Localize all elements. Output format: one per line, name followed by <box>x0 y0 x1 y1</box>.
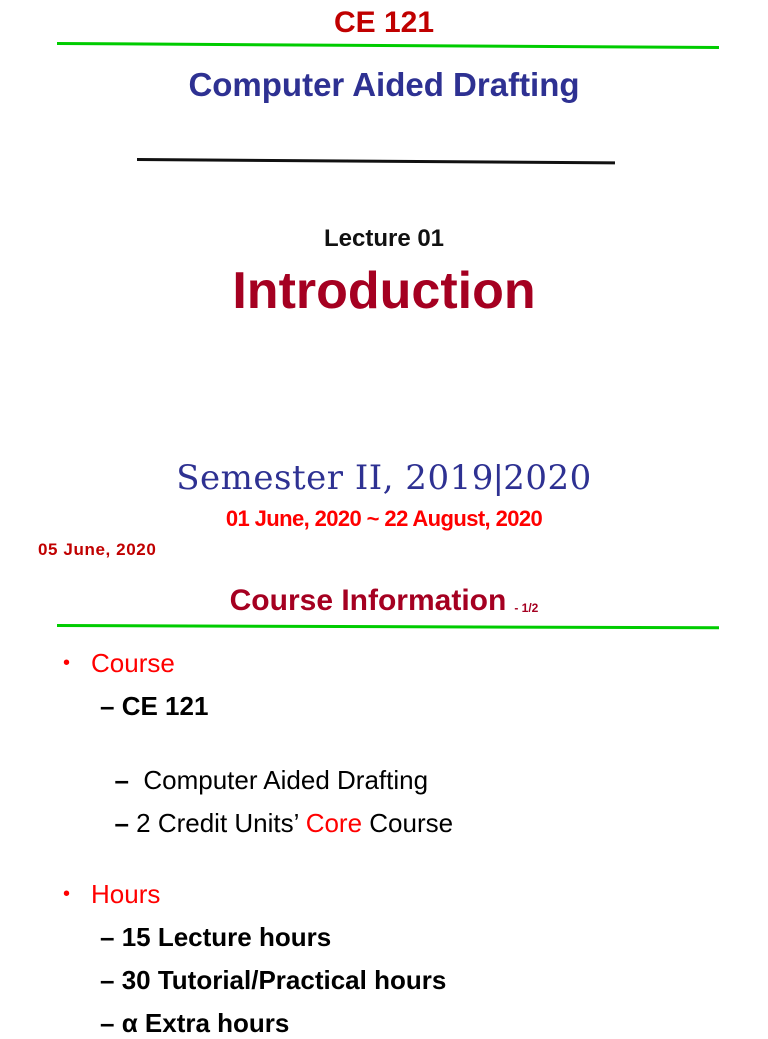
page-indicator: - 1/2 <box>514 601 539 615</box>
sub-item-text: α Extra hours <box>121 1008 290 1038</box>
sub-item-text: CE 121 <box>121 691 209 721</box>
sub-item-course-code <box>100 691 208 722</box>
sub-item-text: 30 Tutorial/Practical hours <box>121 965 447 995</box>
en-dash-icon: – <box>100 1008 122 1038</box>
semester-label <box>0 458 768 498</box>
bullet-dot-icon: • <box>63 652 71 674</box>
bullet-hours <box>63 879 160 910</box>
section-title-text: Course Information <box>229 584 507 617</box>
sub-item-text: Computer Aided Drafting <box>136 765 429 795</box>
semester-divider: | <box>493 459 504 497</box>
bullet-hours-label: Hours <box>91 879 161 909</box>
semester-text: Semester II, 2019|2020 <box>176 458 592 498</box>
sub-item-text: 15 Lecture hours <box>121 922 332 952</box>
course-title: Computer Aided Drafting <box>188 66 580 103</box>
slide-date: 05 June, 2020 <box>38 540 157 559</box>
en-dash-icon: – <box>114 808 137 838</box>
sub-item-lecture-hours <box>100 922 331 953</box>
credit-prefix: 2 Credit Units’ <box>136 808 306 838</box>
en-dash-icon: – <box>100 691 122 721</box>
lecture-number: Lecture 01 <box>323 225 445 252</box>
sub-item-credit-units <box>100 777 453 839</box>
semester-date-range: 01 June, 2020 ~ 22 August, 2020 <box>225 506 543 531</box>
en-dash-icon: – <box>100 965 122 995</box>
green-divider-section <box>57 624 719 629</box>
title-underline <box>137 158 615 164</box>
lecture-title: Introduction <box>232 262 536 320</box>
green-divider-top <box>57 42 719 49</box>
section-title <box>0 584 768 618</box>
credit-suffix: Course <box>362 808 454 838</box>
bullet-course <box>63 648 175 679</box>
sub-item-practical-hours <box>100 965 446 996</box>
bullet-dot-icon: • <box>63 883 71 905</box>
credit-highlight: Core <box>305 808 363 838</box>
slide-course-code: CE 121 <box>333 6 435 39</box>
en-dash-icon: – <box>100 922 122 952</box>
en-dash-icon: – <box>114 765 137 795</box>
bullet-course-label: Course <box>91 648 175 678</box>
